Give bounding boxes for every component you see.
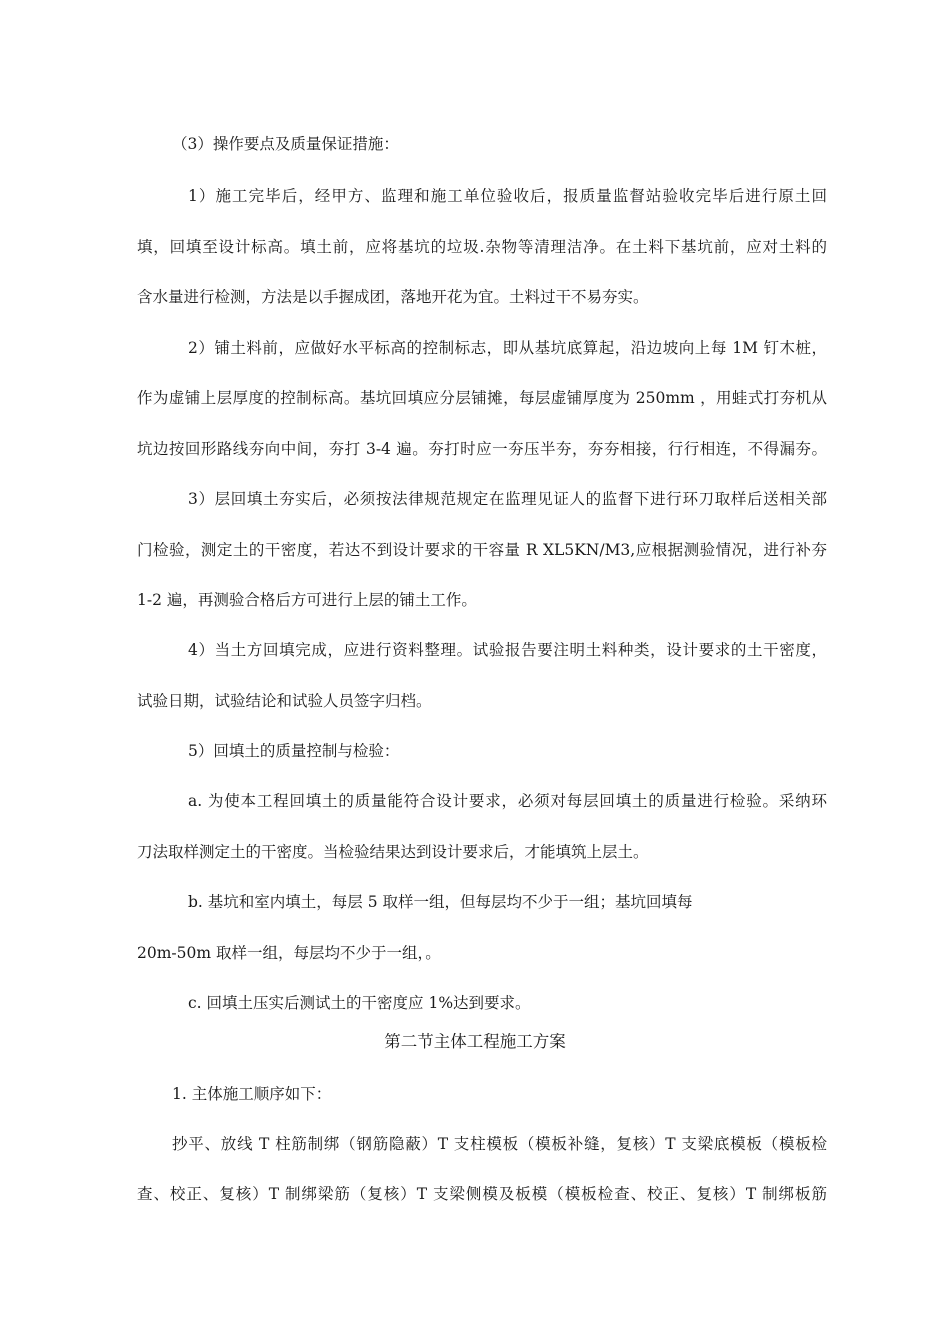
paragraph-1-line-2: 填，回填至设计标高。填土前，应将基坑的垃圾.杂物等清理洁净。在土料下基坑前，应对土料的 bbox=[137, 238, 827, 256]
paragraph-4-line-1: 4）当土方回填完成，应进行资料整理。试验报告要注明土料种类，设计要求的土干密度， bbox=[188, 641, 827, 659]
paragraph-2-line-3: 坑边按回形路线夯向中间，夯打 3-4 遍。夯打时应一夯压半夯，夯夯相接，行行相连，不得漏夯。 bbox=[137, 440, 827, 458]
sequence-paragraph-line-1: 抄平、放线 T 柱筋制绑（钢筋隐蔽）T 支柱模板（模板补缝，复核）T 支梁底模板（模板检 bbox=[172, 1135, 827, 1153]
item-b-line-2: 20m-50m 取样一组，每层均不少于一组，。 bbox=[137, 944, 441, 962]
item-c-line: c. 回填土压实后测试土的干密度应 1%达到要求。 bbox=[188, 994, 531, 1012]
subsection-heading-operation-points: （3）操作要点及质量保证措施： bbox=[172, 135, 399, 153]
item-a-line-2: 刀法取样测定土的干密度。当检验结果达到设计要求后，才能填筑上层土。 bbox=[137, 843, 649, 861]
paragraph-3-line-1: 3）层回填土夯实后，必须按法律规范规定在监理见证人的监督下进行环刀取样后送相关部 bbox=[188, 490, 827, 508]
paragraph-4-line-2: 试验日期，试验结论和试验人员签字归档。 bbox=[137, 692, 432, 710]
paragraph-3-line-3: 1-2 遍，再测验合格后方可进行上层的铺土工作。 bbox=[137, 591, 477, 609]
paragraph-1-line-1: 1）施工完毕后，经甲方、监理和施工单位验收后，报质量监督站验收完毕后进行原土回 bbox=[188, 187, 827, 205]
paragraph-5-title: 5）回填土的质量控制与检验： bbox=[188, 742, 400, 760]
section-heading: 第二节主体工程施工方案 bbox=[384, 1032, 566, 1051]
sequence-paragraph-line-2: 查、校正、复核）T 制绑梁筋（复核）T 支梁侧模及板模（模板检查、校正、复核）T 制绑板筋 bbox=[137, 1185, 827, 1203]
item-b-line-1: b. 基坑和室内填土，每层 5 取样一组，但每层均不少于一组；基坑回填每 bbox=[188, 893, 693, 911]
construction-sequence-title: 1. 主体施工顺序如下： bbox=[172, 1085, 332, 1103]
item-a-line-1: a. 为使本工程回填土的质量能符合设计要求，必须对每层回填土的质量进行检验。采纳环 bbox=[188, 792, 827, 810]
paragraph-3-line-2: 门检验，测定土的干密度，若达不到设计要求的干容量 R XL5KN/M3,应根据测验情况，进行补夯 bbox=[137, 541, 827, 559]
paragraph-1-line-3: 含水量进行检测，方法是以手握成团，落地开花为宜。土料过干不易夯实。 bbox=[137, 288, 649, 306]
paragraph-2-line-2: 作为虚铺上层厚度的控制标高。基坑回填应分层铺摊，每层虚铺厚度为 250mm ，用蛙式打夯机从 bbox=[137, 389, 827, 407]
paragraph-2-line-1: 2）铺土料前，应做好水平标高的控制标志，即从基坑底算起，沿边坡向上每 1M 钉木桩， bbox=[188, 339, 827, 357]
